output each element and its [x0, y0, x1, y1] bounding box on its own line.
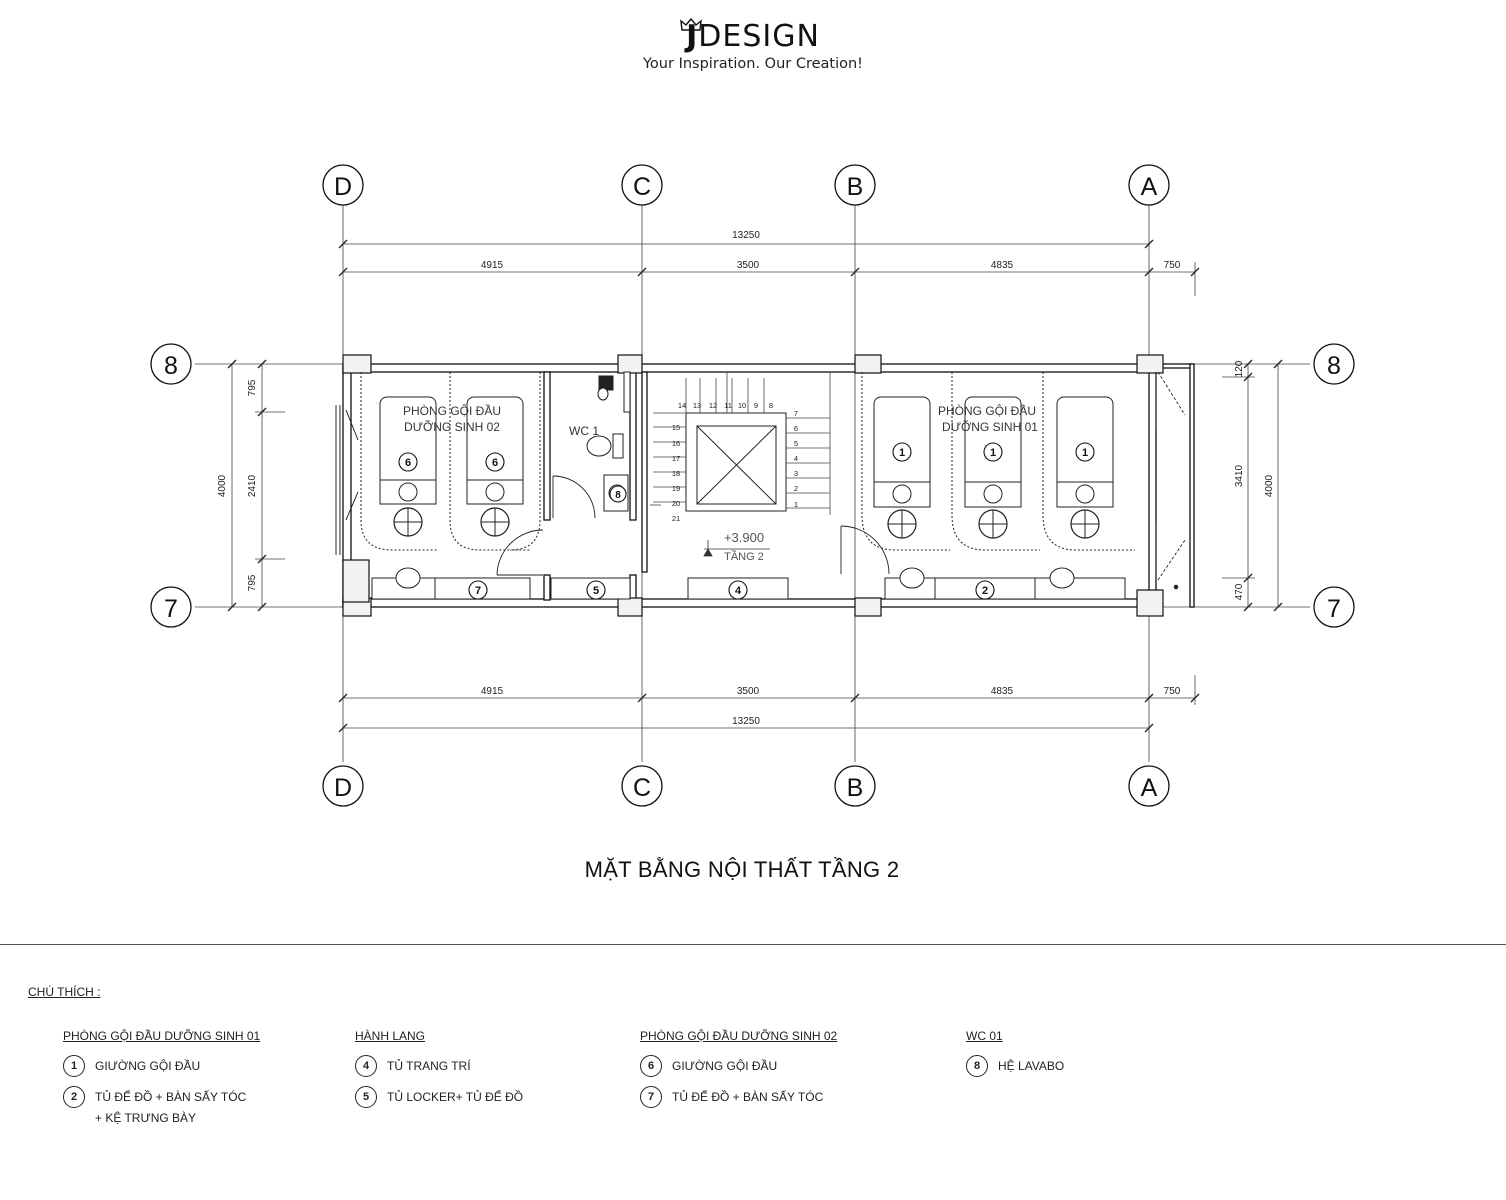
axis-label-a-bottom: A [1140, 774, 1158, 802]
dim-ba-bottom: 4835 [990, 686, 1014, 697]
drawing-title: MẶT BẰNG NỘI THẤT TẦNG 2 [584, 857, 900, 882]
dim-cb-bottom: 3500 [736, 686, 760, 697]
tag-7: 7 [474, 585, 482, 597]
legend-number: 4 [355, 1055, 377, 1077]
brand-initial: J [686, 19, 699, 54]
tag-1-a: 1 [898, 447, 906, 459]
axis-label-c-top: C [632, 173, 652, 201]
level-name: TẦNG 2 [724, 551, 764, 563]
stair-step-10: 10 [737, 401, 747, 410]
stair-step-8: 8 [768, 401, 774, 410]
legend-group-title: WC 01 [966, 1029, 1003, 1043]
legend-group-room-02 [640, 1029, 837, 1121]
stair-step-7: 7 [793, 409, 799, 418]
tag-1-c: 1 [1081, 447, 1089, 459]
stair-step-18: 18 [671, 469, 681, 478]
level-elevation: +3.900 [723, 530, 765, 545]
stair-step-9: 9 [753, 401, 759, 410]
dim-left-mid: 2410 [247, 474, 258, 498]
tagline: Your Inspiration. Our Creation! [643, 56, 863, 72]
room-01-label-1: PHÒNG GỘI ĐẦU [937, 404, 1037, 418]
stair-step-15: 15 [671, 423, 681, 432]
dim-right-top: 120 [1234, 360, 1245, 378]
dim-cb-top: 3500 [736, 260, 760, 271]
legend-item [355, 1090, 523, 1121]
dim-ba-top: 4835 [990, 260, 1014, 271]
legend-group-room-01 [63, 1029, 261, 1125]
stair-step-21: 21 [671, 514, 681, 523]
stair-step-2: 2 [793, 484, 799, 493]
stair-step-17: 17 [671, 454, 681, 463]
axis-label-a-top: A [1140, 173, 1158, 201]
brand-rest: DESIGN [698, 19, 820, 54]
legend-group-title: HÀNH LANG [355, 1029, 426, 1043]
legend-text: TỦ LOCKER+ TỦ ĐỂ ĐỒ [387, 1090, 524, 1104]
stair-step-11: 11 [724, 401, 732, 410]
dim-aend-top: 750 [1163, 260, 1181, 271]
legend-number: 7 [640, 1086, 662, 1108]
dim-right-bot: 470 [1234, 583, 1245, 601]
legend-item [640, 1059, 837, 1090]
tag-8: 8 [615, 490, 621, 501]
legend-number: 5 [355, 1086, 377, 1108]
legend-number: 1 [63, 1055, 85, 1077]
axis-label-b-top: B [846, 173, 864, 201]
dim-right-total: 4000 [1264, 474, 1275, 498]
dim-dc-top: 4915 [480, 260, 504, 271]
stair-step-4: 4 [793, 454, 799, 463]
legend-group-title: PHÒNG GỘI ĐẦU DƯỠNG SINH 01 [63, 1029, 261, 1043]
axis-label-d-top: D [333, 173, 353, 201]
dim-left-top: 795 [247, 379, 258, 397]
legend-item [63, 1090, 260, 1125]
axis-label-8-left: 8 [164, 352, 178, 380]
legend-item [640, 1090, 837, 1121]
legend-group-wc [966, 1029, 1064, 1090]
stair-step-20: 20 [671, 499, 681, 508]
dim-overall-top: 13250 [732, 230, 760, 241]
divider [0, 944, 1506, 945]
room-02-label-2: DƯỠNG SINH 02 [404, 420, 500, 434]
dim-right-mid: 3410 [1234, 464, 1245, 488]
stair-step-19: 19 [671, 484, 681, 493]
dim-overall-bottom: 13250 [732, 716, 760, 727]
dim-left-bot: 795 [247, 574, 258, 592]
legend-group-title: PHÒNG GỘI ĐẦU DƯỠNG SINH 02 [640, 1029, 838, 1043]
tag-4: 4 [734, 585, 742, 597]
legend-text-line2: + KỆ TRƯNG BÀY [95, 1111, 197, 1125]
room-02-label-1: PHÒNG GỘI ĐẦU [402, 404, 502, 418]
tag-2: 2 [981, 585, 989, 597]
legend-text: HỆ LAVABO [998, 1059, 1065, 1073]
legend-text: TỦ ĐỂ ĐỒ + BÀN SẤY TÓC [95, 1090, 247, 1104]
room-01-label-2: DƯỠNG SINH 01 [942, 420, 1038, 434]
legend-number: 8 [966, 1055, 988, 1077]
stair-step-12: 12 [708, 401, 718, 410]
legend-text: TỦ TRANG TRÍ [387, 1059, 471, 1073]
dim-left-total: 4000 [217, 474, 228, 498]
legend-text: GIƯỜNG GỘI ĐẦU [672, 1059, 778, 1073]
stair-step-13: 13 [692, 401, 702, 410]
stair-step-5: 5 [793, 439, 799, 448]
tag-5: 5 [592, 585, 600, 597]
axis-label-d-bottom: D [333, 774, 353, 802]
legend-group-corridor [355, 1029, 523, 1121]
wc-label: WC 1 [569, 424, 599, 438]
axis-label-7-right: 7 [1327, 595, 1341, 623]
stair-step-14: 14 [677, 401, 687, 410]
stair-step-3: 3 [793, 469, 799, 478]
stair-step-6: 6 [793, 424, 799, 433]
legend-number: 6 [640, 1055, 662, 1077]
legend-text-wrap [95, 1090, 246, 1125]
legend-text: TỦ ĐỂ ĐỒ + BÀN SẤY TÓC [672, 1090, 824, 1104]
legend-text: GIƯỜNG GỘI ĐẦU [95, 1059, 201, 1073]
axis-label-b-bottom: B [846, 774, 864, 802]
axis-label-c-bottom: C [632, 774, 652, 802]
axis-label-8-right: 8 [1327, 352, 1341, 380]
tag-6-a: 6 [404, 457, 412, 469]
legend-number: 2 [63, 1086, 85, 1108]
dim-dc-bottom: 4915 [480, 686, 504, 697]
legend-item [966, 1059, 1064, 1090]
legend-item [63, 1059, 260, 1090]
tag-6-b: 6 [491, 457, 499, 469]
legend-title: CHÚ THÍCH : [28, 985, 101, 999]
dim-aend-bottom: 750 [1163, 686, 1181, 697]
tag-1-b: 1 [989, 447, 997, 459]
stair-step-1: 1 [793, 500, 799, 509]
stair-step-16: 16 [671, 439, 681, 448]
axis-label-7-left: 7 [164, 595, 178, 623]
legend-item [355, 1059, 523, 1090]
